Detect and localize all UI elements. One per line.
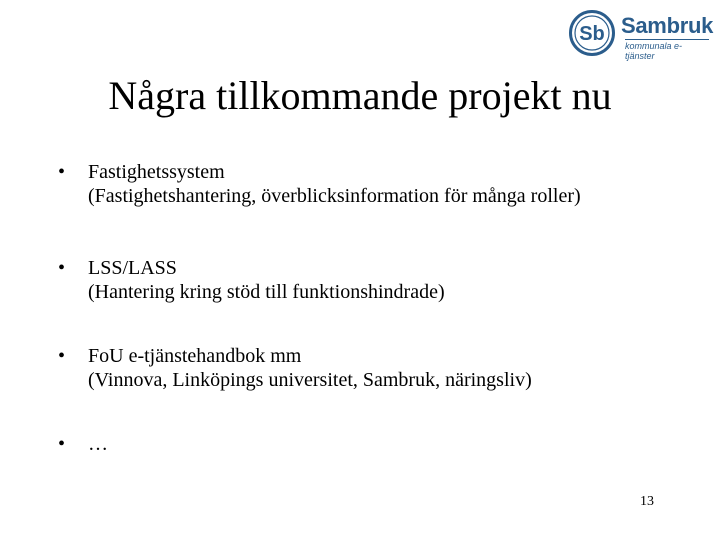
bullet-item-fou-handbok — [58, 344, 678, 432]
page-number: 13 — [640, 494, 654, 509]
bullet-item-fastighetssystem — [58, 160, 678, 256]
bullet-item-lss-lass — [58, 256, 678, 344]
bullet-heading: Fastighetssystem — [88, 161, 225, 183]
bullet-heading: LSS/LASS — [88, 257, 177, 279]
bullet-detail: (Hantering kring stöd till funktionshindrade) — [88, 281, 445, 303]
logo-mark-text: Sb — [579, 23, 605, 45]
logo-tagline: kommunala e-tjänster — [625, 39, 709, 61]
bullet-detail: (Fastighetshantering, överblicksinformation för många roller) — [88, 185, 581, 207]
slide-title: Några tillkommande projekt nu — [108, 73, 612, 118]
bullet-heading: FoU e-tjänstehandbok mm — [88, 345, 302, 367]
logo-name: Sambruk — [621, 13, 714, 38]
bullet-heading: … — [88, 433, 108, 455]
bullet-icon: • — [58, 345, 66, 367]
bullet-item-ellipsis — [58, 432, 678, 456]
bullet-icon: • — [58, 161, 66, 183]
bullet-icon: • — [58, 257, 66, 279]
bullet-list — [58, 160, 678, 456]
bullet-detail: (Vinnova, Linköpings universitet, Sambruk, näringsliv) — [88, 369, 532, 391]
sambruk-emblem-icon — [569, 10, 615, 56]
bullet-icon: • — [58, 433, 66, 455]
sambruk-logo — [569, 10, 714, 61]
